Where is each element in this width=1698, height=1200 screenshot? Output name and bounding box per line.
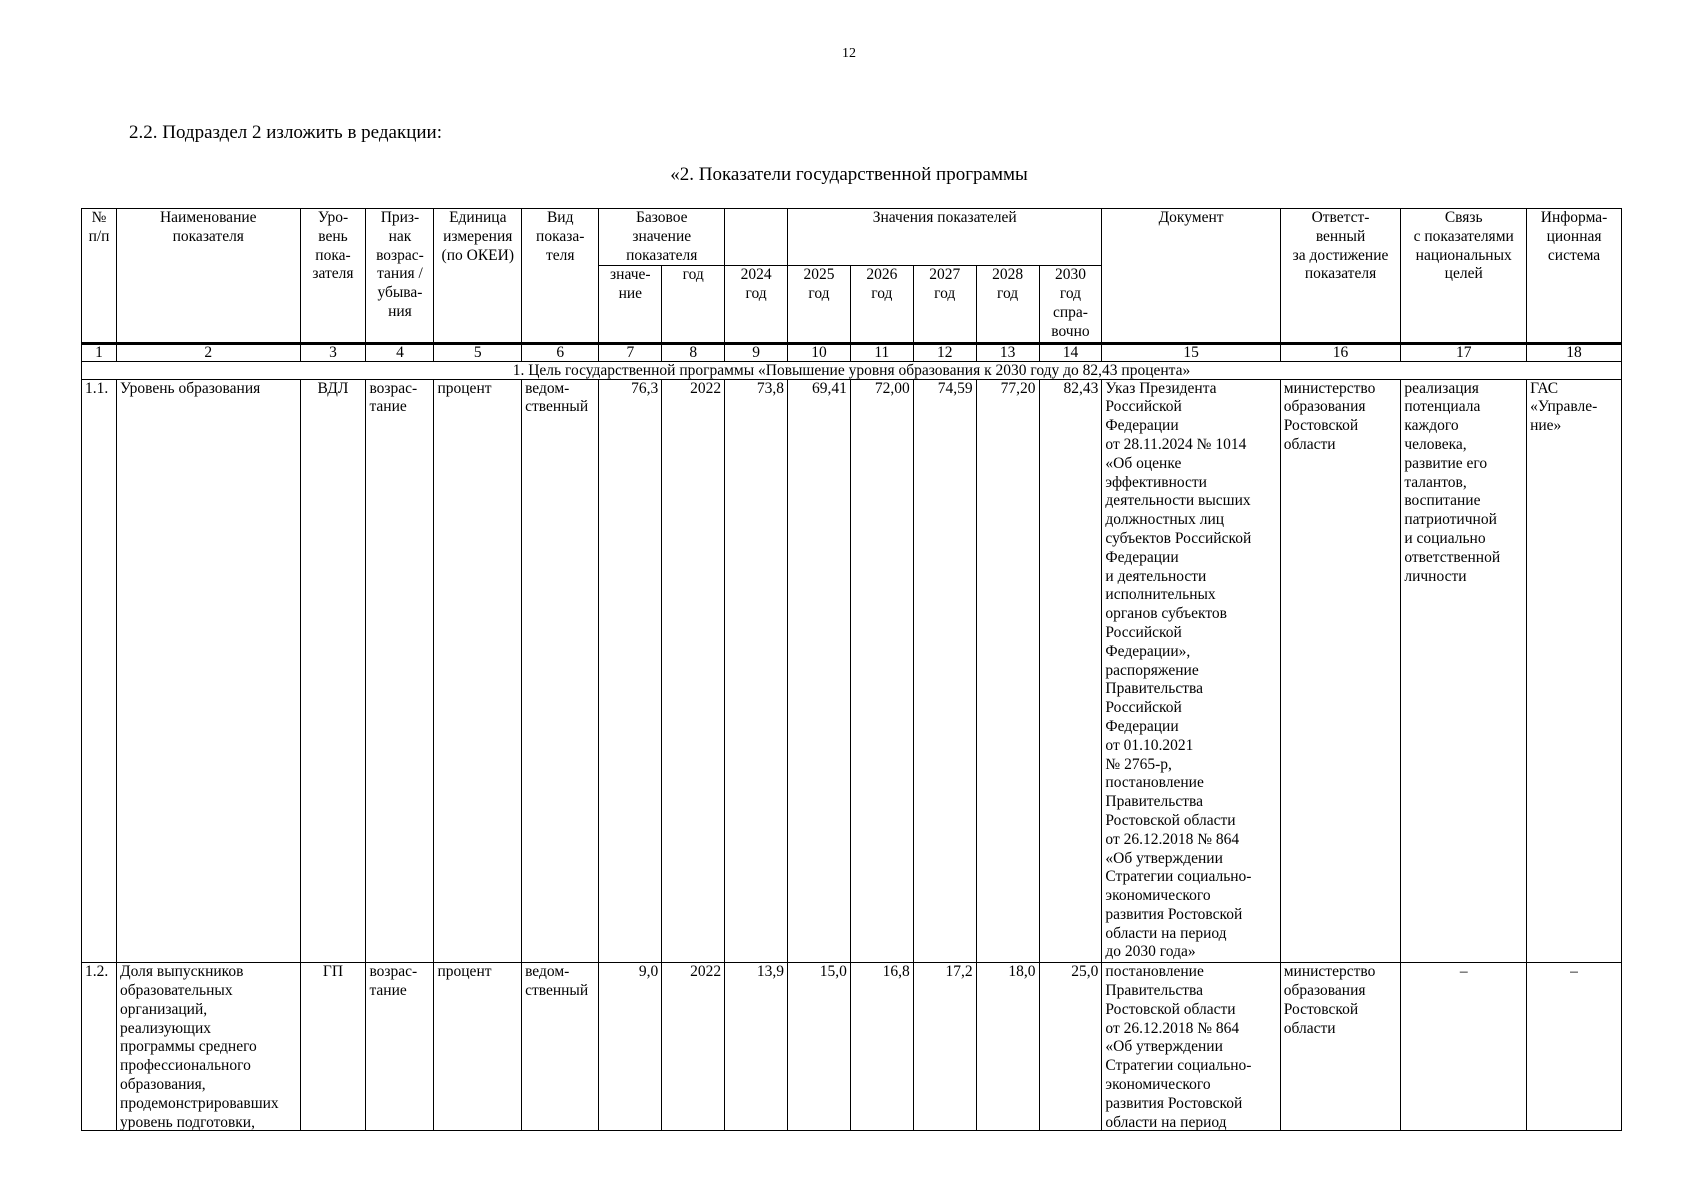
row-base-year: 2022 <box>662 963 725 1131</box>
header-base-year: год <box>662 266 725 343</box>
header-year-2028: 2028 год <box>976 266 1039 343</box>
header-blank <box>725 209 788 266</box>
row-link: – <box>1401 963 1527 1131</box>
goal-row <box>82 361 1622 379</box>
row-num: 1.2. <box>82 963 117 1131</box>
column-number: 5 <box>434 343 522 361</box>
column-number: 6 <box>522 343 599 361</box>
column-number: 9 <box>725 343 788 361</box>
indicators-table <box>81 208 1622 1131</box>
row-level: ВДЛ <box>300 379 366 963</box>
row-unit: процент <box>434 379 522 963</box>
column-number: 3 <box>300 343 366 361</box>
row-responsible: министерство образования Ростовской области <box>1280 963 1401 1131</box>
header-system: Информа- ционная система <box>1527 209 1622 344</box>
column-number: 4 <box>366 343 434 361</box>
header-year-2027: 2027 год <box>913 266 976 343</box>
header-document: Документ <box>1102 209 1280 344</box>
row-base-value: 76,3 <box>599 379 662 963</box>
column-number: 8 <box>662 343 725 361</box>
table-row <box>82 379 1622 963</box>
row-value-2030: 82,43 <box>1039 379 1102 963</box>
header-level: Уро- вень пока- зателя <box>300 209 366 344</box>
row-value-2025: 15,0 <box>788 963 851 1131</box>
row-base-value: 9,0 <box>599 963 662 1131</box>
row-type: ведом- ственный <box>522 379 599 963</box>
header-year-2024: 2024 год <box>725 266 788 343</box>
page-number: 12 <box>842 46 856 61</box>
header-type: Вид показа- теля <box>522 209 599 344</box>
column-number: 18 <box>1527 343 1622 361</box>
column-number: 17 <box>1401 343 1527 361</box>
row-value-2024: 73,8 <box>725 379 788 963</box>
header-sign: Приз- нак возрас- тания / убыва- ния <box>366 209 434 344</box>
row-unit: процент <box>434 963 522 1131</box>
row-value-2026: 72,00 <box>850 379 913 963</box>
row-system: – <box>1527 963 1622 1131</box>
row-value-2027: 17,2 <box>913 963 976 1131</box>
column-number: 11 <box>850 343 913 361</box>
header-base: Базовое значение показателя <box>599 209 725 266</box>
row-name: Доля выпускников образовательных организаций, реализующих программы среднего профессионального образования, продемонстрировавших уровень подготовки, <box>120 963 279 1131</box>
header-base-value: значе- ние <box>599 266 662 343</box>
column-number: 12 <box>913 343 976 361</box>
row-value-2026: 16,8 <box>850 963 913 1131</box>
section-title: «2. Показатели государственной программы <box>670 164 1028 185</box>
header-values: Значения показателей <box>788 209 1102 266</box>
row-value-2025: 69,41 <box>788 379 851 963</box>
row-level: ГП <box>300 963 366 1131</box>
header-year-2030: 2030 год спра- вочно <box>1039 266 1102 343</box>
table-row <box>82 963 1622 1131</box>
header-year-2025: 2025 год <box>788 266 851 343</box>
row-value-2030: 25,0 <box>1039 963 1102 1131</box>
column-number: 1 <box>82 343 117 361</box>
row-document: постановление Правительства Ростовской области от 26.12.2018 № 864 «Об утверждении Стратегии социально- экономического развития Ростовской области на период <box>1105 963 1252 1131</box>
row-sign: возрас- тание <box>366 379 434 963</box>
row-link: реализация потенциала каждого человека, развитие его талантов, воспитание патриотичной и социально ответственной личности <box>1401 379 1527 963</box>
row-value-2028: 18,0 <box>976 963 1039 1131</box>
row-responsible: министерство образования Ростовской области <box>1280 379 1401 963</box>
column-number: 2 <box>117 343 300 361</box>
row-name: Уровень образования <box>117 379 300 963</box>
column-number: 7 <box>599 343 662 361</box>
column-number: 10 <box>788 343 851 361</box>
column-numbers-row <box>82 343 1622 361</box>
header-year-2026: 2026 год <box>850 266 913 343</box>
row-value-2028: 77,20 <box>976 379 1039 963</box>
row-num: 1.1. <box>82 379 117 963</box>
header-row-1 <box>82 209 1622 266</box>
header-name: Наименование показателя <box>117 209 300 344</box>
row-document: Указ Президента Российской Федерации от 28.11.2024 № 1014 «Об оценке эффективности деятельности высших должностных лиц субъектов Российской Федерации и деятельности исполнительных органов субъектов Российской Федерации», распоряжение Правительства Российской Федерации от 01.10.2021 № 2765-р, постановление Правительства Ростовской области от 26.12.2018 № 864 «Об утверждении Стратегии социально- экономического развития Ростовской области на период до 2030 года» <box>1102 379 1280 963</box>
column-number: 16 <box>1280 343 1401 361</box>
header-link: Связь с показателями национальных целей <box>1401 209 1527 344</box>
header-unit: Единица измерения (по ОКЕИ) <box>434 209 522 344</box>
column-number: 15 <box>1102 343 1280 361</box>
intro-text: 2.2. Подраздел 2 изложить в редакции: <box>129 122 442 143</box>
row-sign: возрас- тание <box>366 963 434 1131</box>
row-type: ведом- ственный <box>522 963 599 1131</box>
row-base-year: 2022 <box>662 379 725 963</box>
column-number: 14 <box>1039 343 1102 361</box>
column-number: 13 <box>976 343 1039 361</box>
row-value-2024: 13,9 <box>725 963 788 1131</box>
header-num: № п/п <box>82 209 117 344</box>
header-responsible: Ответст- венный за достижение показателя <box>1280 209 1401 344</box>
row-value-2027: 74,59 <box>913 379 976 963</box>
goal-text: 1. Цель государственной программы «Повышение уровня образования к 2030 году до 82,43 процента» <box>82 361 1622 379</box>
row-system: ГАС «Управле- ние» <box>1527 379 1622 963</box>
